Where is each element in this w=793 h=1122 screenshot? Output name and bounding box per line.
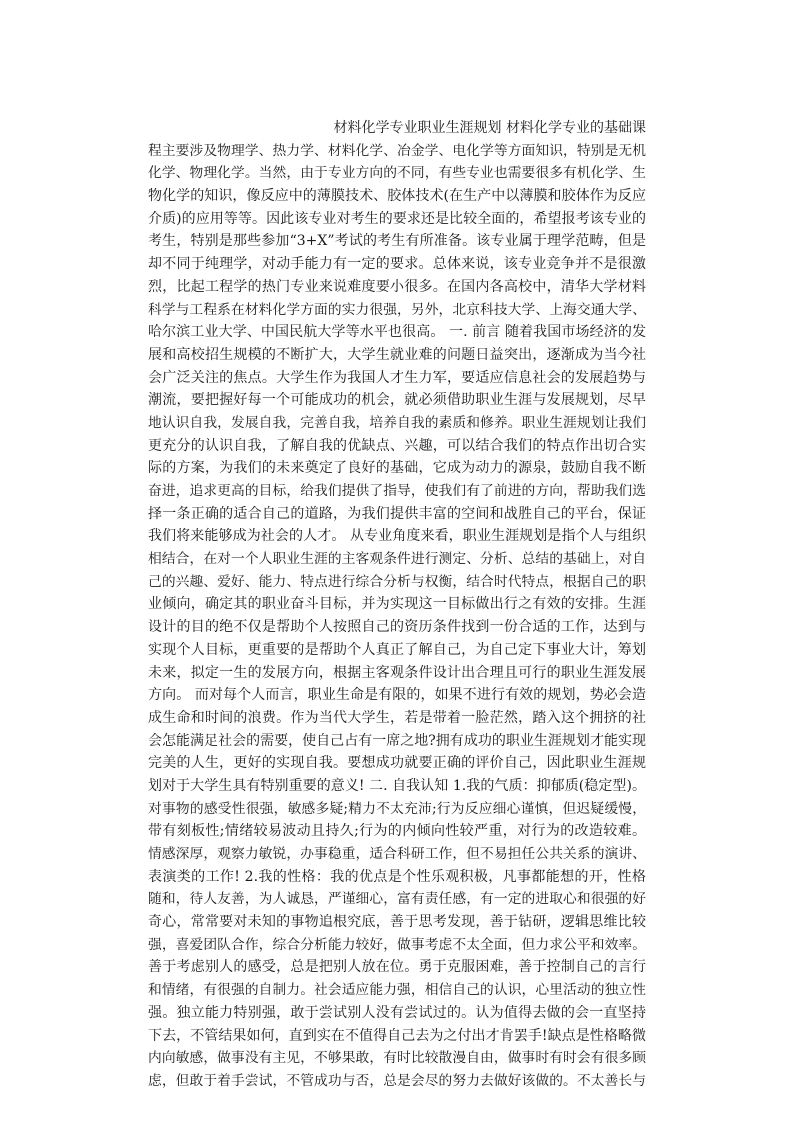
text-line: 情感深厚，观察力敏锐，办事稳重，适合科研工作，但不易担任公共关系的演讲、 (148, 846, 646, 862)
text-line: 烈，比起工程学的热门专业来说难度要小很多。在国内各高校中，清华大学材料 (148, 278, 646, 295)
text-line: 强。独立能力特别强，敢于尝试别人没有尝试过的。认为值得去做的会一直坚持 (148, 1004, 646, 1021)
text-line: 奇心，常常要对未知的事物追根究底，善于思考发现，善于钻研，逻辑思维比较 (148, 914, 646, 931)
text-line: 会广泛关注的焦点。大学生作为我国人才生力军，要适应信息社会的发展趋势与 (148, 369, 646, 386)
text-line: 虑，但敢于着手尝试，不管成功与否，总是会尽的努力去做好该做的。不太善长与 (148, 1072, 646, 1089)
text-line: 展和高校招生规模的不断扩大，大学生就业难的问题日益突出，逐渐成为当今社 (148, 346, 646, 363)
text-line: 奋进，追求更高的目标，给我们提供了指导，使我们有了前进的方向，帮助我们选 (148, 483, 646, 499)
text-line: 际的方案，为我们的未来奠定了良好的基础，它成为动力的源泉，鼓励自我不断 (148, 460, 646, 477)
text-line: 哈尔滨工业大学、中国民航大学等水平也很高。 一. 前言 随着我国市场经济的发 (148, 324, 646, 341)
text-line: 随和，待人友善，为人诚恳，严谨细心，富有责任感，有一定的进取心和很强的好 (148, 891, 646, 908)
text-line: 却不同于纯理学，对动手能力有一定的要求。总体来说，该专业竞争并不是很激 (148, 256, 646, 273)
text-line: 内向敏感，做事没有主见，不够果敢，有时比较散漫自由，做事时有时会有很多顾 (148, 1050, 646, 1067)
document-title-line: 材料化学专业职业生涯规划 材料化学专业的基础课 (333, 120, 646, 136)
text-line: 相结合，在对一个人职业生涯的主客观条件进行测定、分析、总结的基础上，对自 (148, 551, 646, 568)
text-line: 实现个人目标，更重要的是帮助个人真正了解自己，为自己定下事业大计，筹划 (148, 641, 646, 658)
text-line: 更充分的认识自我，了解自我的优缺点、兴趣，可以结合我们的特点作出切合实 (148, 437, 646, 454)
text-line: 地认识自我，发展自我，完善自我，培养自我的素质和修养。职业生涯规划让我们 (148, 414, 646, 431)
text-line: 强，喜爱团队合作，综合分析能力较好，做事考虑不太全面，但力求公平和效率。 (148, 936, 646, 953)
text-line: 善于考虑别人的感受，总是把别人放在位。勇于克服困难，善于控制自己的言行 (148, 959, 646, 976)
text-line: 完美的人生，更好的实现自我。要想成功就要正确的评价自己，因此职业生涯规 (148, 755, 646, 772)
text-line: 设计的目的绝不仅是帮助个人按照自己的资历条件找到一份合适的工作，达到与 (148, 619, 646, 636)
text-line: 会怎能满足社会的需要，使自己占有一席之地?拥有成功的职业生涯规划才能实现 (148, 732, 646, 749)
body-text (148, 117, 646, 1093)
text-line: 对事物的感受性很强，敏感多疑;精力不太充沛;行为反应细心谨慎，但迟疑缓慢， (148, 800, 646, 817)
text-line: 择一条正确的适合自己的道路，为我们提供丰富的空间和战胜自己的平台，保证 (148, 505, 646, 522)
text-line: 科学与工程系在材料化学方面的实力很强，另外，北京科技大学、上海交通大学、 (148, 301, 646, 318)
text-line: 带有刻板性;情绪较易波动且持久;行为的内倾向性较严重，对行为的改造较难。 (148, 823, 646, 840)
text-line: 考生，特别是那些参加“3+X”考试的考生有所准备。该专业属于理学范畴，但是 (148, 233, 646, 250)
text-line: 表演类的工作! 2.我的性格：我的优点是个性乐观积极，凡事都能想的开，性格 (148, 868, 646, 885)
text-line: 化学、物理化学。当然，由于专业方向的不同，有些专业也需要很多有机化学、生 (148, 165, 646, 182)
text-line: 下去，不管结果如何，直到实在不值得自己去为之付出才肯罢手!缺点是性格略微 (148, 1027, 646, 1044)
text-line: 成生命和时间的浪费。作为当代大学生，若是带着一脸茫然，踏入这个拥挤的社 (148, 709, 646, 726)
text-line: 介质)的应用等等。因此该专业对考生的要求还是比较全面的，希望报考该专业的 (148, 210, 646, 227)
text-line: 和情绪，有很强的自制力。社会适应能力强，相信自己的认识，心里活动的独立性 (148, 982, 646, 999)
text-line: 方向。 而对每个人而言，职业生命是有限的，如果不进行有效的规划，势必会造 (148, 687, 646, 704)
text-line: 程主要涉及物理学、热力学、材料化学、冶金学、电化学等方面知识，特别是无机 (148, 142, 646, 159)
text-line: 业倾向，确定其的职业奋斗目标，并为实现这一目标做出行之有效的安排。生涯 (148, 596, 646, 613)
text-line: 己的兴趣、爱好、能力、特点进行综合分析与权衡，结合时代特点，根据自己的职 (148, 573, 646, 590)
text-line: 划对于大学生具有特别重要的意义! 二. 自我认知 1.我的气质：抑郁质(稳定型)。 (148, 777, 646, 794)
text-line: 我们将来能够成为社会的人才。 从专业角度来看，职业生涯规划是指个人与组织 (148, 528, 646, 545)
text-line: 未来，拟定一生的发展方向，根据主客观条件设计出合理且可行的职业生涯发展 (148, 664, 646, 681)
text-line: 物化学的知识，像反应中的薄膜技术、胶体技术(在生产中以薄膜和胶体作为反应 (148, 188, 646, 205)
text-line: 潮流，要把握好每一个可能成功的机会，就必须借助职业生涯与发展规划，尽早 (148, 392, 646, 409)
